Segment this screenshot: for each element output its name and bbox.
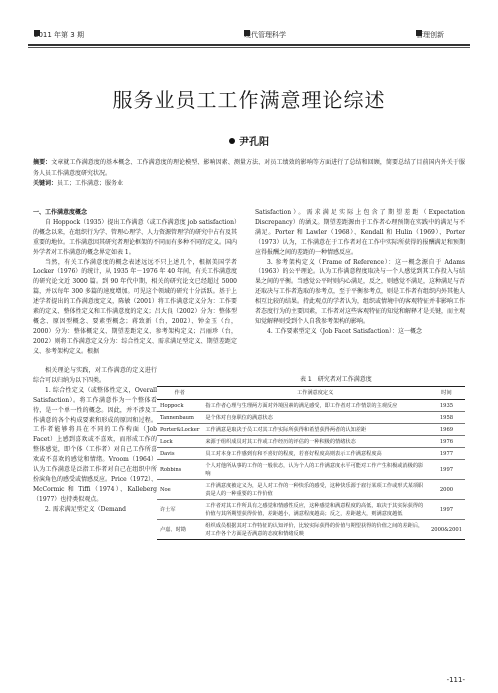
cell-author: 卢嘉、时勘 [157,520,202,540]
abstract-block [33,158,465,190]
cell-author: Tannenbaum [157,412,202,424]
cell-year: 1969 [428,424,465,436]
running-header: 2011 年第 3 期 现代管理科学 管理创新 [34,31,444,39]
author-name: 尹孔阳 [239,137,269,148]
paragraph: 自 Hoppock（1935）提出工作满意（或工作满意度 job satisfaction）的概念以来，在组织行为学、管理心理学、人力资源管理学的研究中占有及其重要的地位。工作满意因其研究者理论框架的不同而有多种不同的定义。国内外学者对工作满意的概念界定如表 1。 [33,218,238,256]
header-rule-thin [28,47,470,48]
cell-year: 1977 [428,448,465,460]
table-row [157,480,465,500]
table-row [157,520,465,540]
cell-author: 许士军 [157,500,202,520]
cell-author: Davis [157,448,202,460]
paragraph: 相关理论与实践，对工作满意的定义进行综合可以归纳为以下四类。 [33,367,157,384]
bullet-dot-icon [229,138,235,144]
cell-year: 1935 [428,400,465,412]
table-header-row [157,387,465,400]
cell-definition: 是个体对自身职位的满意状态 [202,412,428,424]
table-row [157,436,465,448]
definitions-table [157,386,465,540]
table-row [157,412,465,424]
table-row [157,460,465,480]
paragraph: 当然，有关工作满意度的概念表述远远不只上述几个，根据美国学者 Locker（1976）的统计，从 1935 年－1976 年 40 年间，有关工作满意度的研究论文近 3000 篇。到 90 年代中期，相关的研究论文已经超过 5000 篇，并以每年 300 多篇的速度增加。可见这个领域的研究十分活跃。基于上述学者提出的工作满意度定义，陈敏（2001）将工作满意定义分为：工作要素的定义、整体性定义和工作满意度的定义；吕大良（2002）分为：整体型概念、原因型概念、要素型概念；蒋致新（台，2002）、钟金玉（台，2000）分为：整体概定义、期望差距定义、参考架构定义；吕丽珍（台，2002）则将工作满意定义分为：综合性定义、需求满足型定义、期望差距定义、参考架构定义。根据 [33,258,237,355]
paragraph: 2. 需求满足型定义（Demand [45,505,126,513]
left-column [33,208,237,357]
cell-year: 1997 [428,460,465,480]
keywords-text: 员工；工作满意；服务业 [57,180,124,187]
header-rule [28,44,470,46]
cell-author: Noe [157,480,202,500]
table-row [157,400,465,412]
table-row [157,448,465,460]
author-line [0,133,498,148]
cell-author: Lock [157,436,202,448]
paragraph: 1. 综合性定义（或整体性定义，Overall Satisfaction）。将工作满意作为一个整体看待，是一个单一性的概念。因此，并不涉及工作满意的各个构成要素和形成的原因和过程。工作者能够将具在不同的工作构面（Job Facet）上感到喜欢或不喜欢，而形成工作的整体感觉，即个体（工作者）对自己工作所喜欢或不喜欢的感觉和情绪。Vroom（1964）认为工作满意是泛指工作者对自己在组织中所扮演角色的感受或情感反应。Price（1972）、McCormic 和 Tiffi（1974）、Kalleberg（1977）也持类似观点。 [33,386,158,503]
paragraph: Satisfaction）。需求满足实际上包含了期望差距（Expectation Discrepancy）的涵义。期望差距源由于工作者心理预期在实践中的满足与不满足。Porter 和 Lawler（1968）、Kendall 和 Hulin（1969）、Porter（1973）认为，工作满意在于工作者对在工作中实际所获得的报酬满足和预期应得报酬之间的差距的一种情感反应。 [255,209,465,256]
abstract-label: 摘要： [33,159,52,166]
table-header-author: 作者 [157,387,202,400]
section-heading: 一、工作满意度概念 [33,209,88,216]
cell-definition: 指工作者心理与生理两方面对外境因素的满足感受，即工作者对工作情景的主观反应 [202,400,428,412]
paragraph: 3. 参考架构定义（Frame of Reference）：这一概念源自于 Adams（1963）的公平理论。认为工作满意程度取决与一个人感觉到其工作投入与结果之间的平衡。当感觉公平时则内心满足，反之，则感觉不满足，这种满足与否还取决与工作者选取的参考点，至于平衡参考点，则是工作者有组织内外其他人相互比较的结果。持此观点的学者认为，组织或情境中的客观特征并非影响工作者态度行为的主要因素，工作者对这些客观特征的知觉和解释才是关键，而主观知觉解释则受到个人自我参考架构的影响。 [255,258,466,325]
cell-definition: 工作满意是取决于员工对其工作实际所获得和希望获得两者的认知差距 [202,424,428,436]
cell-year: 1997 [428,500,465,520]
cell-author: Hoppock [157,400,202,412]
abstract-text: 文章就工作满意度的基本概念、工作满意度的理论模型、影响因素、测量方法、对员工绩效的影响等方面进行了总结和回顾，简要总结了目前国内外关于服务人员工作满意度研究状况。 [33,159,465,177]
cell-year: 2000&2001 [428,520,465,540]
keywords-label: 关键词： [33,180,58,187]
cell-year: 1958 [428,412,465,424]
table-row [157,424,465,436]
cell-author: Porter&Locker [157,424,202,436]
cell-definition: 员工对本身工作感到有和不喜好的程度，若喜好程度高则表示工作满意程度高 [202,448,428,460]
right-column [255,208,465,337]
page-number: -111- [446,676,465,684]
cell-year: 1976 [428,436,465,448]
paragraph: 4. 工作要素型定义（Job Facet Satisfaction）：这一概念 [267,327,423,335]
cell-definition: 工作满意度被定义为，是人对工作的一种快乐的感受，这种快乐源于雇行某项工作或形式某项职责是人的一种重要的工作价值 [202,480,428,500]
table-row [157,500,465,520]
table-caption: 表 1 研究者对工作满意度 [300,376,372,383]
table-header-definition: 工作满意度定义 [202,387,428,400]
cell-definition: 组织成员根据其对工作特征的认知评价，比较实际获得的价值与期望获得的价值之间的差距后，对工作各个方面是否满意的态度和情绪反映 [202,520,428,540]
article-title: 服务业员工工作满意理论综述 [112,88,386,112]
cell-author: Robbins [157,460,202,480]
cell-year: 2000 [428,480,465,500]
cell-definition: 个人对他所从事的工作的一般状态，认为个人的工作满意度水平可能对工作产生积极或消极的影响 [202,460,428,480]
cell-definition: 工作者对其工作所具有之感觉和情感性反应，这种感觉和满意程度的高低，取决于其实际获得的价值与其所期望获得价值，差距越小，满意程度越高；反之，差距越大，则满意度越低 [202,500,428,520]
table-header-year: 时间 [428,387,465,400]
cell-definition: 来源于组织成员对其工作或工作经历的评估的一种积极的情绪状态 [202,436,428,448]
narrow-column [33,366,157,515]
